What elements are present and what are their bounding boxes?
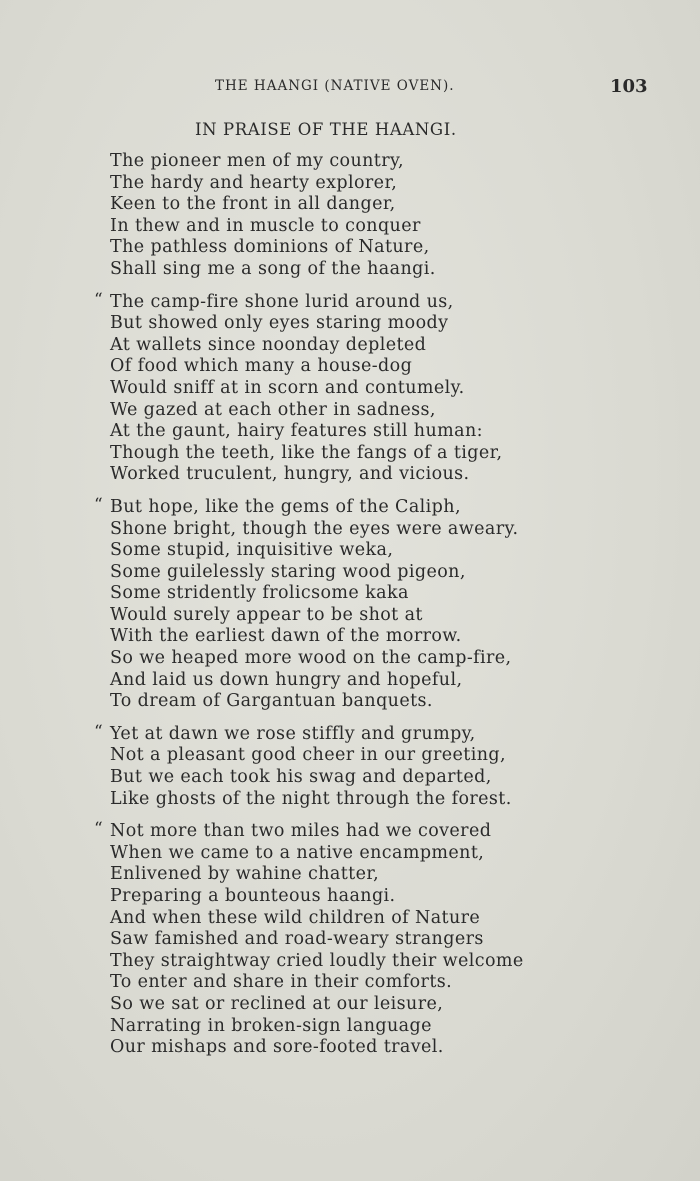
poem-line: To enter and share in their comforts. — [110, 972, 453, 993]
poem-line: Worked truculent, hungry, and vicious. — [110, 464, 470, 485]
poem-line: Not a pleasant good cheer in our greeting, — [110, 745, 506, 766]
poem-line: They straightway cried loudly their welcome — [110, 950, 524, 971]
poem-line: Would surely appear to be shot at — [110, 604, 423, 625]
poem-line: Narrating in broken-sign language — [110, 1015, 432, 1036]
poem-line: Keen to the front in all danger, — [110, 194, 396, 215]
poem-line: Saw famished and road-weary strangers — [110, 929, 484, 950]
poem-body — [94, 151, 524, 1070]
stanza — [94, 494, 524, 713]
opening-quote-mark: “ — [94, 289, 104, 310]
poem-line: The camp-fire shone lurid around us, — [110, 291, 454, 312]
poem-line: Though the teeth, like the fangs of a tiger, — [110, 442, 503, 463]
opening-quote-mark: “ — [94, 721, 104, 742]
poem-line: But hope, like the gems of the Caliph, — [110, 496, 461, 517]
poem-title: IN PRAISE OF THE HAANGI. — [195, 120, 457, 139]
poem-line: With the earliest dawn of the morrow. — [110, 626, 462, 647]
poem-line: The hardy and hearty explorer, — [110, 172, 398, 193]
running-head: THE HAANGI (NATIVE OVEN). — [215, 78, 455, 94]
stanza — [94, 721, 524, 810]
poem-line: At wallets since noonday depleted — [110, 334, 427, 355]
poem-line: Some stridently frolicsome kaka — [110, 583, 409, 604]
stanza — [94, 289, 524, 486]
poem-line: Some stupid, inquisitive weka, — [110, 540, 394, 561]
opening-quote-mark: “ — [94, 819, 104, 840]
poem-line: Not more than two miles had we covered — [110, 821, 492, 842]
poem-line: So we heaped more wood on the camp-fire, — [110, 648, 512, 669]
poem-line: Yet at dawn we rose stiffly and grumpy, — [110, 723, 476, 744]
poem-line: Would sniff at in scorn and contumely. — [110, 377, 465, 398]
poem-line: And when these wild children of Nature — [110, 907, 481, 928]
poem-line: We gazed at each other in sadness, — [110, 399, 436, 420]
poem-line: When we came to a native encampment, — [110, 842, 485, 863]
poem-line: But we each took his swag and departed, — [110, 767, 492, 788]
poem-line: Shall sing me a song of the haangi. — [110, 258, 436, 279]
poem-line: To dream of Gargantuan banquets. — [110, 691, 433, 712]
poem-line: But showed only eyes staring moody — [110, 313, 449, 334]
poem-line: The pioneer men of my country, — [110, 151, 404, 171]
poem-line: Of food which many a house-dog — [110, 356, 413, 377]
poem-line: Our mishaps and sore-footed travel. — [110, 1037, 444, 1058]
poem-line: Shone bright, though the eyes were aweary. — [110, 518, 519, 539]
stanza — [110, 151, 524, 281]
poem-line: In thew and in muscle to conquer — [110, 215, 421, 236]
poem-line: At the gaunt, hairy features still human: — [110, 421, 483, 442]
page-number: 103 — [610, 76, 648, 97]
poem-line: Some guilelessly staring wood pigeon, — [110, 561, 466, 582]
opening-quote-mark: “ — [94, 494, 104, 515]
poem-line: Preparing a bounteous haangi. — [110, 886, 396, 906]
poem-line: The pathless dominions of Nature, — [110, 237, 430, 258]
stanza — [94, 819, 524, 1059]
poem-line: Like ghosts of the night through the forest. — [110, 788, 512, 809]
poem-line: Enlivened by wahine chatter, — [110, 864, 380, 885]
poem-line: So we sat or reclined at our leisure, — [110, 993, 444, 1014]
poem-line: And laid us down hungry and hopeful, — [110, 669, 463, 690]
